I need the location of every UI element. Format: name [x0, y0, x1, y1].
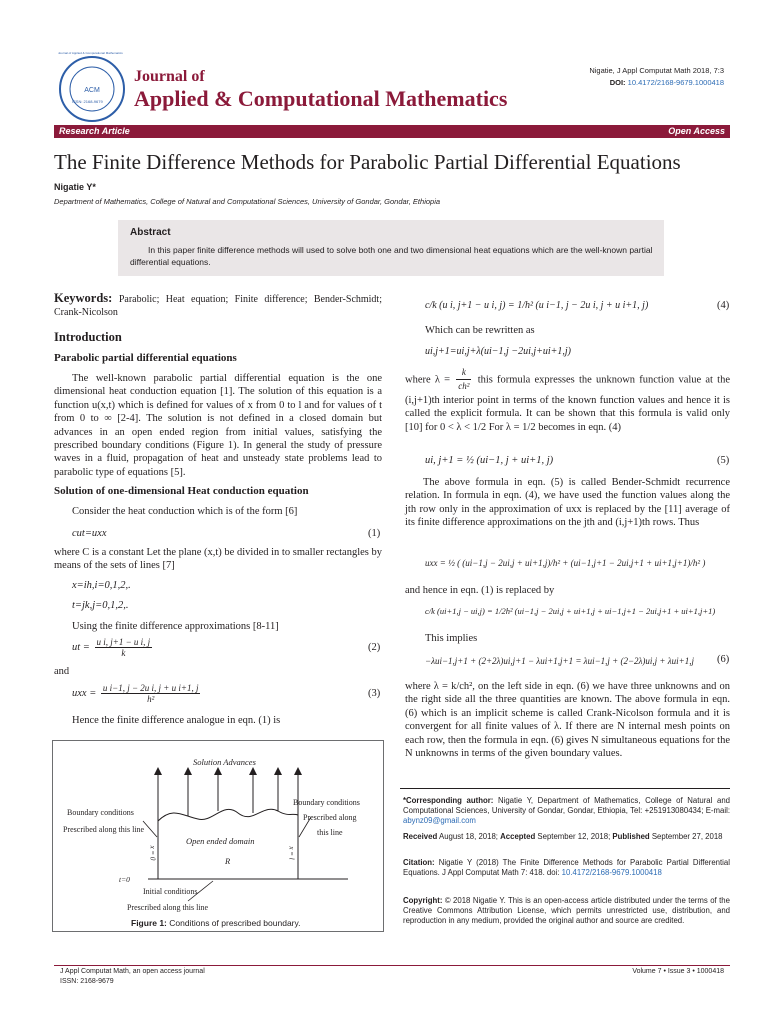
- para-hence: Hence the finite difference analogue in eqn. (1) is: [72, 715, 281, 726]
- fig-x0-label: x = 0: [148, 845, 157, 861]
- caption-text: Conditions of prescribed boundary.: [169, 918, 301, 928]
- equation-4-number: (4): [717, 300, 730, 311]
- para-crank-nicolson: where λ = k/ch², on the left side in eqn. (6) we have three unknowns and on the right side all the three quantities are known. The above formula in eqn. (6) which is an implicit scheme is called Crank-Nicolson formula and it is convergent for all finite values of λ. If there are N internal mesh points on each row, then the formula in eqn. (6) gives N simultaneous equations for the N unknowns in terms of the given boundary values.: [405, 681, 730, 760]
- equation-4: [425, 300, 648, 311]
- footer-issn: ISSN: 2168-9679: [60, 978, 114, 985]
- equation-2: [72, 637, 154, 658]
- copyright-label: Copyright:: [403, 896, 443, 905]
- para-explicit-formula: [405, 366, 730, 434]
- line-t: t=jk,j=0,1,2,.: [72, 600, 129, 611]
- svg-text:ACM: ACM: [84, 87, 100, 94]
- info-divider: [400, 788, 730, 789]
- article-author: Nigatie Y*: [54, 182, 96, 192]
- para-consider: Consider the heat conduction which is of the form [6]: [72, 506, 298, 517]
- abstract-heading: Abstract: [130, 227, 171, 238]
- figure-1: [52, 740, 384, 932]
- lambda-den: ch²: [458, 381, 470, 392]
- equation-6: −λui−1,j+1 + (2+2λ)ui,j+1 − λui+1,j+1 = λui−1,j + (2−2λ)ui,j + λui+1,j: [425, 656, 694, 666]
- para-plane: where C is a constant Let the plane (x,t) be divided in to smaller rectangles by means of the sets of lines [7]: [54, 547, 382, 572]
- header-doi: [610, 78, 724, 87]
- eq2-numerator: u i, j+1 − u i, j: [96, 637, 151, 647]
- caption-label: Figure 1:: [131, 918, 167, 928]
- keywords: [54, 292, 382, 320]
- dates: [403, 832, 730, 842]
- copyright-text: © 2018 Nigatie Y. This is an open-access article distributed under the terms of the Creative Commons Attribution License, which permits unrestricted use, distribution, and reproduction in any medium, provided the original author and source are credited.: [403, 896, 730, 925]
- accepted-label: Accepted: [500, 832, 536, 841]
- article-type: Research Article: [59, 126, 130, 136]
- fig-ic-2: Prescribed along this line: [127, 903, 209, 912]
- equation-5: ui, j+1 = ½ (ui−1, j + ui+1, j): [425, 455, 554, 466]
- figure-caption: [131, 918, 300, 928]
- corr-text: Nigatie Y, Department of Mathematics, College of Natural and Computational Sciences, University of Gondar, Gondar, Ethiopia, Tel: +251913080434; E-mail:: [403, 796, 730, 815]
- equation-2-number: (2): [368, 642, 381, 653]
- corresponding-author: [403, 796, 730, 826]
- explicit-description: this formula expresses the unknown function value at the (i,j+1)th interior point in terms of the known function values and hence it is called the explicit formula. It can be shown that this formula is valid only [10] for 0 < λ < 1/2 For λ = 1/2 becomes in eqn. (4): [405, 374, 730, 433]
- equation-explicit: ui,j+1=ui,j+λ(ui−1,j −2ui,j+ui+1,j): [425, 346, 572, 357]
- keywords-text: Parabolic; Heat equation; Finite difference; Bender-Schmidt; Crank-Nicolson: [54, 294, 382, 319]
- received-date: August 18, 2018;: [439, 832, 498, 841]
- header-citation: Nigatie, J Appl Computat Math 2018, 7:3: [589, 66, 724, 75]
- journal-name-line2: Applied & Computational Mathematics: [134, 86, 508, 111]
- abstract-text: In this paper finite difference methods will used to solve both one and two dimensional heat equations which are the well-known partial differential equations.: [130, 245, 653, 267]
- author-email-link[interactable]: abynz09@gmail.com: [403, 816, 476, 825]
- para-rewritten: Which can be rewritten as: [425, 325, 535, 336]
- equation-3-number: (3): [368, 688, 381, 699]
- journal-name-line1: Journal of: [134, 68, 205, 85]
- equation-1: cut=uxx: [72, 528, 107, 539]
- received-label: Received: [403, 832, 438, 841]
- citation-label: Citation:: [403, 858, 435, 867]
- equation-uxx-average: uxx = ½ ( (ui−1,j − 2ui,j + ui+1,j)/h² + (ui−1,j+1 − 2ui,j+1 + ui+1,j+1)/h² ): [425, 558, 706, 568]
- open-access-label: Open Access: [668, 126, 725, 136]
- eq2-lhs: ut =: [72, 641, 90, 653]
- fig-bc-right-1: Boundary conditions: [293, 798, 360, 807]
- fig-open-domain: Open ended domain: [186, 836, 255, 846]
- fig-bc-left-1: Boundary conditions: [67, 808, 134, 817]
- fig-xl-label: x = l: [287, 846, 296, 860]
- fig-bc-right-3: this line: [317, 828, 343, 837]
- equation-3: [72, 683, 202, 704]
- equation-1-number: (1): [368, 528, 381, 539]
- eq3-lhs: uxx =: [72, 687, 97, 699]
- para-implies: This implies: [425, 633, 478, 644]
- abstract-box: [118, 220, 664, 276]
- para-bender-schmidt: The above formula in eqn. (5) is called Bender-Schmidt recurrence relation. In formula in eqn. (4), we have used the function values along the jth row only in the approximation of uxx is replaced by the [11] average of its finite difference approximations on the jth and (i,j+1)th rows. Thus: [405, 477, 730, 529]
- fig-bc-right-2: Prescribed along: [303, 813, 357, 822]
- accepted-date: September 12, 2018;: [537, 832, 611, 841]
- logo-issn: ISSN: 2168-9679: [72, 99, 103, 104]
- intro-heading: Introduction: [54, 330, 122, 344]
- citation-text: Nigatie Y (2018) The Finite Difference Methods for Parabolic Partial Differential Equations. J Appl Computat Math 7: 418. doi:: [403, 858, 730, 877]
- footer-rule: [54, 965, 730, 966]
- published-label: Published: [612, 832, 650, 841]
- eq4-rhs: 1/h² (u i−1, j − 2u i, j + u i+1, j): [517, 300, 649, 311]
- citation-doi-link[interactable]: 10.4172/2168-9679.1000418: [561, 868, 662, 877]
- copyright: [403, 896, 730, 926]
- article-type-bar: [54, 125, 730, 138]
- footer-journal: J Appl Computat Math, an open access journal: [60, 968, 205, 975]
- eq3-denominator: h²: [147, 694, 155, 704]
- para-approx: Using the finite difference approximations [8-11]: [72, 621, 279, 632]
- fig-t0-label: t=0: [119, 875, 130, 884]
- corr-label: *Corresponding author:: [403, 796, 494, 805]
- article-affiliation: Department of Mathematics, College of Natural and Computational Sciences, University of Gondar, Gondar, Ethiopia: [54, 197, 441, 206]
- footer-volume: Volume 7 • Issue 3 • 1000418: [632, 968, 724, 975]
- fig-solution-advances: Solution Advances: [193, 757, 256, 767]
- subheading-solution: Solution of one-dimensional Heat conduction equation: [54, 485, 309, 497]
- logo-text: Journal of Applied & Computational Mathematics: [58, 51, 123, 55]
- eq3-numerator: u i−1, j − 2u i, j + u i+1, j: [102, 683, 199, 693]
- lambda-def: where λ =: [405, 374, 451, 386]
- fig-ic-1: Initial conditions: [143, 887, 198, 896]
- equation-5-number: (5): [717, 455, 730, 466]
- lambda-num: k: [456, 366, 471, 380]
- intro-paragraph: The well-known parabolic partial differential equation is the one dimensional heat conduction equation [1]. The solution of this equation is a function u(x,t) which is defined for values of x from 0 to l and for values of t from 0 to ∞ [2-4]. The solution is not defined in a closed domain but advances in an open ended region from initial values, satisfying the prescribed boundary conditions (Figure 1). In general the study of pressure waves in a fluid, propagation of heat and unsteady state problems lead to parabolic type of equations [5].: [54, 373, 382, 478]
- keywords-label: Keywords:: [54, 291, 113, 305]
- eq4-lhs: c/k (u i, j+1 − u i, j) =: [425, 300, 515, 311]
- equation-6-number: (6): [717, 654, 730, 665]
- published-date: September 27, 2018: [651, 832, 723, 841]
- article-title: The Finite Difference Methods for Parabolic Partial Differential Equations: [54, 150, 681, 174]
- fig-bc-left-2: Prescribed along this line: [63, 825, 145, 834]
- doi-label: DOI:: [609, 78, 626, 87]
- fig-region-r: R: [225, 856, 231, 866]
- line-x: x=ih,i=0,1,2,.: [72, 580, 131, 591]
- para-replaced: and hence in eqn. (1) is replaced by: [405, 585, 555, 596]
- equation-crank-nicolson-sub: c/k (ui+1,j − ui,j) = 1/2h² (ui−1,j − 2ui,j + ui+1,j + ui−1,j+1 − 2ui,j+1 + ui+1,j+1): [425, 606, 716, 616]
- subheading-parabolic: Parabolic partial differential equations: [54, 352, 237, 364]
- citation: [403, 858, 730, 878]
- journal-logo: [58, 51, 126, 123]
- doi-link[interactable]: 10.4172/2168-9679.1000418: [627, 78, 724, 87]
- and-text: and: [54, 666, 70, 677]
- eq2-denominator: k: [121, 648, 126, 658]
